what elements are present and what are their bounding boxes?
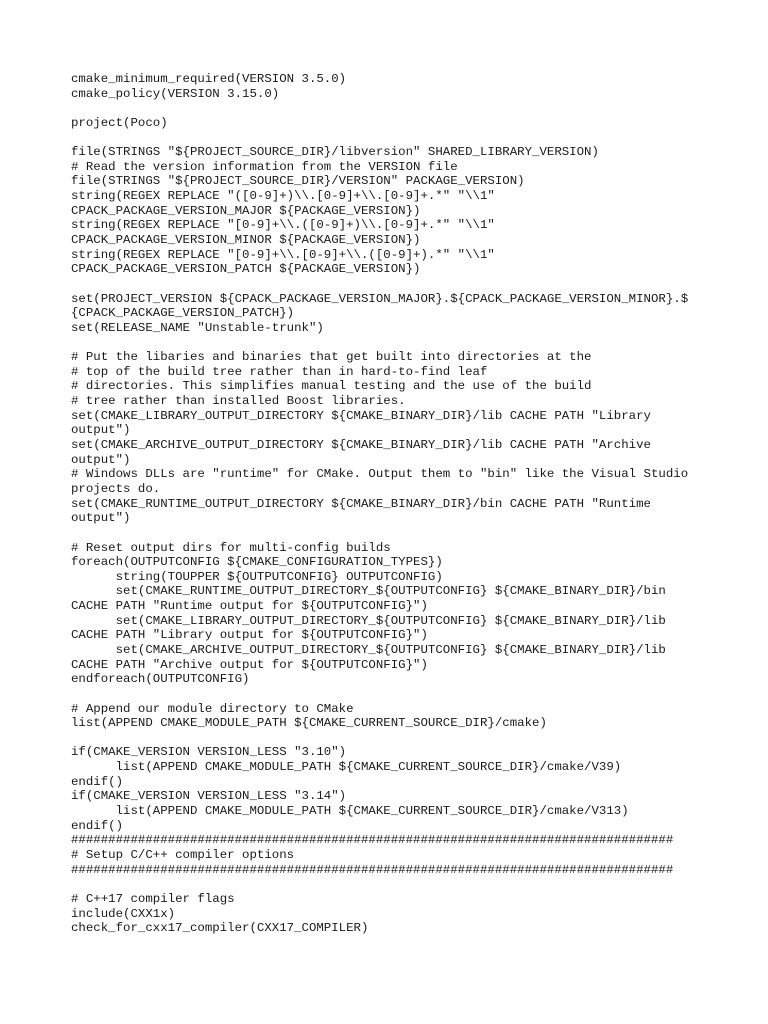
code-line: ################################################################################# [71, 833, 674, 848]
code-line [71, 101, 711, 116]
code-line: # Setup C/C++ compiler options [71, 847, 295, 862]
code-line: set(CMAKE_RUNTIME_OUTPUT_DIRECTORY ${CMAKE_BINARY_DIR}/bin CACHE PATH "Runtime [71, 496, 651, 511]
code-line: list(APPEND CMAKE_MODULE_PATH ${CMAKE_CURRENT_SOURCE_DIR}/cmake/V39) [71, 760, 622, 775]
code-line: file(STRINGS "${PROJECT_SOURCE_DIR}/VERSION" PACKAGE_VERSION) [71, 174, 525, 189]
code-listing [71, 72, 711, 936]
code-line: set(CMAKE_ARCHIVE_OUTPUT_DIRECTORY_${OUTPUTCONFIG} ${CMAKE_BINARY_DIR}/lib [71, 642, 666, 657]
code-line [71, 131, 711, 146]
code-line: {CPACK_PACKAGE_VERSION_PATCH}) [71, 306, 295, 321]
code-line: # C++17 compiler flags [71, 891, 235, 906]
code-line: set(CMAKE_LIBRARY_OUTPUT_DIRECTORY ${CMAKE_BINARY_DIR}/lib CACHE PATH "Library [71, 408, 651, 423]
code-line [71, 526, 711, 541]
code-line: # Read the version information from the VERSION file [71, 159, 458, 174]
code-line: # Windows DLLs are "runtime" for CMake. Output them to "bin" like the Visual Studio [71, 467, 689, 482]
code-line: CPACK_PACKAGE_VERSION_MINOR ${PACKAGE_VERSION}) [71, 233, 421, 248]
code-line: set(RELEASE_NAME "Unstable-trunk") [71, 320, 324, 335]
code-line: CACHE PATH "Library output for ${OUTPUTCONFIG}") [71, 628, 428, 643]
code-line: foreach(OUTPUTCONFIG ${CMAKE_CONFIGURATION_TYPES}) [71, 555, 443, 570]
code-line: ################################################################################# [71, 862, 674, 877]
code-line: cmake_policy(VERSION 3.15.0) [71, 86, 280, 101]
code-line: string(REGEX REPLACE "[0-9]+\\.([0-9]+)\\.[0-9]+.*" "\\1" [71, 218, 495, 233]
code-line: project(Poco) [71, 115, 168, 130]
code-line: endforeach(OUTPUTCONFIG) [71, 672, 250, 687]
code-line: include(CXX1x) [71, 906, 176, 921]
code-line [71, 336, 711, 351]
code-line [71, 687, 711, 702]
code-line: # Append our module directory to CMake [71, 701, 354, 716]
code-line: check_for_cxx17_compiler(CXX17_COMPILER) [71, 921, 369, 936]
code-line: output") [71, 423, 131, 438]
code-line: cmake_minimum_required(VERSION 3.5.0) [71, 72, 347, 86]
code-line: CACHE PATH "Archive output for ${OUTPUTCONFIG}") [71, 657, 428, 672]
code-line: endif() [71, 774, 124, 789]
code-line: projects do. [71, 481, 161, 496]
code-line: set(PROJECT_VERSION ${CPACK_PACKAGE_VERSION_MAJOR}.${CPACK_PACKAGE_VERSION_MINOR}.$ [71, 291, 689, 306]
code-line [71, 731, 711, 746]
code-line: # directories. This simplifies manual testing and the use of the build [71, 379, 592, 394]
code-line: # Put the libaries and binaries that get built into directories at the [71, 350, 592, 365]
code-line: # tree rather than installed Boost libraries. [71, 394, 406, 409]
code-line: endif() [71, 818, 124, 833]
code-line: if(CMAKE_VERSION VERSION_LESS "3.10") [71, 745, 347, 760]
code-line: # Reset output dirs for multi-config builds [71, 540, 391, 555]
code-line: string(TOUPPER ${OUTPUTCONFIG} OUTPUTCONFIG) [71, 569, 443, 584]
code-line: set(CMAKE_ARCHIVE_OUTPUT_DIRECTORY ${CMAKE_BINARY_DIR}/lib CACHE PATH "Archive [71, 438, 651, 453]
code-line: # top of the build tree rather than in hard-to-find leaf [71, 364, 488, 379]
code-line: CACHE PATH "Runtime output for ${OUTPUTCONFIG}") [71, 599, 428, 614]
code-line: list(APPEND CMAKE_MODULE_PATH ${CMAKE_CURRENT_SOURCE_DIR}/cmake) [71, 716, 547, 731]
code-line: set(CMAKE_RUNTIME_OUTPUT_DIRECTORY_${OUTPUTCONFIG} ${CMAKE_BINARY_DIR}/bin [71, 584, 666, 599]
code-line: string(REGEX REPLACE "([0-9]+)\\.[0-9]+\\.[0-9]+.*" "\\1" [71, 189, 495, 204]
code-line: if(CMAKE_VERSION VERSION_LESS "3.14") [71, 789, 347, 804]
code-line [71, 277, 711, 292]
code-line: CPACK_PACKAGE_VERSION_MAJOR ${PACKAGE_VERSION}) [71, 203, 421, 218]
code-line: CPACK_PACKAGE_VERSION_PATCH ${PACKAGE_VERSION}) [71, 262, 421, 277]
code-line: output") [71, 511, 131, 526]
code-line: file(STRINGS "${PROJECT_SOURCE_DIR}/libversion" SHARED_LIBRARY_VERSION) [71, 145, 599, 160]
code-line: list(APPEND CMAKE_MODULE_PATH ${CMAKE_CURRENT_SOURCE_DIR}/cmake/V313) [71, 804, 629, 819]
code-line [71, 877, 711, 892]
code-line: output") [71, 452, 131, 467]
code-line: string(REGEX REPLACE "[0-9]+\\.[0-9]+\\.([0-9]+).*" "\\1" [71, 247, 495, 262]
code-line: set(CMAKE_LIBRARY_OUTPUT_DIRECTORY_${OUTPUTCONFIG} ${CMAKE_BINARY_DIR}/lib [71, 613, 666, 628]
